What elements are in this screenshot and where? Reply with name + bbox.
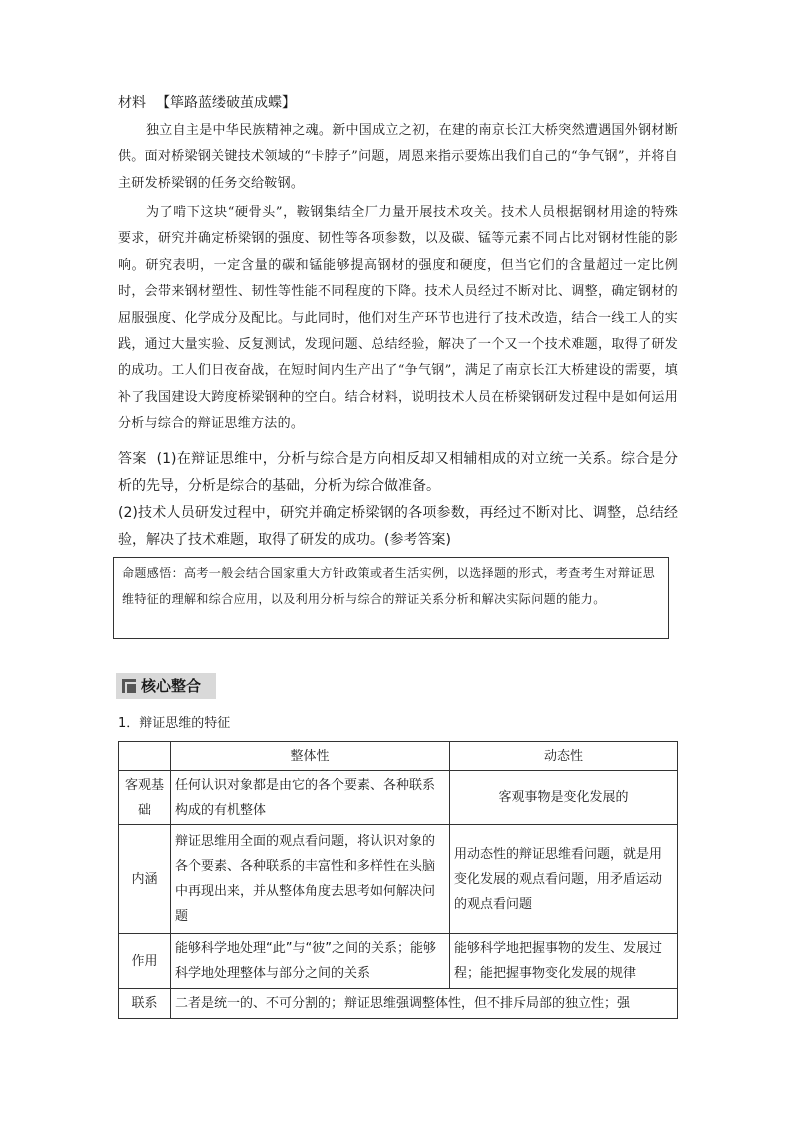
material-paragraph-2: 为了啃下这块“硬骨头”，鞍钢集结全厂力量开展技术攻关。技术人员根据钢材用途的特殊要求，研究并确定桥梁钢的强度、韧性等各项参数，以及碳、锰等元素不同占比对钢材性能的影响。研究表明，一定含量的碳和锰能够提高钢材的强度和硬度，但当它们的含量超过一定比例时，会带来钢材塑性、韧性等性能不同程度的下降。技术人员经过不断对比、调整，确定钢材的屈服强度、化学成分及配比。与此同时，他们对生产环节也进行了技术改造，结合一线工人的实践，通过大量实验、反复测试，发现问题、总结经验，解决了一个又一个技术难题，取得了研发的成功。工人们日夜奋战，在短时间内生产出了“争气钢”，满足了南京长江大桥建设的需要，填补了我国建设大跨度桥梁钢种的空白。结合材料，说明技术人员在桥梁钢研发过程中是如何运用分析与综合的辩证思维方法的。 bbox=[118, 205, 678, 432]
answer-part-1-text: (1)在辩证思维中，分析与综合是方向相反却又相辅相成的对立统一关系。综合是分析的先导，分析是综合的基础，分析为综合做准备。 bbox=[118, 451, 678, 494]
answer-label: 答案 bbox=[118, 451, 147, 467]
row-label: 作用 bbox=[119, 934, 171, 989]
section-title: 核心整合 bbox=[141, 677, 202, 695]
table-cell: 客观事物是变化发展的 bbox=[450, 771, 678, 825]
table-cell: 能够科学地把握事物的发生、发展过程；能把握事物变化发展的规律 bbox=[450, 934, 678, 989]
table-header-cell bbox=[119, 742, 171, 771]
material-paragraph-1: 独立自主是中华民族精神之魂。新中国成立之初，在建的南京长江大桥突然遭遇国外钢材断供。面对桥梁钢关键技术领域的“卡脖子”问题，周恩来指示要炼出我们自己的“争气钢”，并将自主研发桥梁钢的任务交给鞍钢。 bbox=[118, 123, 679, 191]
table-cell: 用动态性的辩证思维看问题，就是用变化发展的观点看问题，用矛盾运动的观点看问题 bbox=[450, 825, 678, 934]
section-marker-icon bbox=[122, 679, 136, 693]
table-header-cell: 整体性 bbox=[171, 742, 450, 771]
row-label: 客观基础 bbox=[119, 771, 171, 825]
material-tag: 【筚路蓝缕破茧成蝶】 bbox=[156, 95, 296, 111]
section-header bbox=[116, 673, 216, 699]
answer-part-2: (2)技术人员研发过程中，研究并确定桥梁钢的各项参数，再经过不断对比、调整，总结经验，解决了技术难题，取得了研发的成功。(参考答案) bbox=[118, 505, 678, 548]
table-row bbox=[119, 989, 678, 1019]
table-row bbox=[119, 771, 678, 825]
subheading: 1．辩证思维的特征 bbox=[118, 716, 231, 731]
table-header-row bbox=[119, 742, 678, 771]
features-table bbox=[118, 741, 678, 1019]
table-cell: 任何认识对象都是由它的各个要素、各种联系构成的有机整体 bbox=[171, 771, 450, 825]
table-row bbox=[119, 825, 678, 934]
table-header-cell: 动态性 bbox=[450, 742, 678, 771]
row-label: 内涵 bbox=[119, 825, 171, 934]
note-box: 命题感悟：高考一般会结合国家重大方针政策或者生活实例，以选择题的形式，考查考生对辩证思维特征的理解和综合应用，以及利用分析与综合的辩证关系分析和解决实际问题的能力。 bbox=[113, 557, 669, 639]
table-row bbox=[119, 934, 678, 989]
table-cell: 二者是统一的、不可分割的；辩证思维强调整体性，但不排斥局部的独立性；强 bbox=[171, 989, 678, 1019]
row-label: 联系 bbox=[119, 989, 171, 1019]
table-cell: 能够科学地处理“此”与“彼”之间的关系；能够科学地处理整体与部分之间的关系 bbox=[171, 934, 450, 989]
material-label: 材料 bbox=[118, 95, 146, 111]
answer-part-1 bbox=[118, 446, 678, 499]
material-heading bbox=[118, 92, 296, 114]
table-cell: 辩证思维用全面的观点看问题，将认识对象的各个要素、各种联系的丰富性和多样性在头脑中再现出来，并从整体角度去思考如何解决问题 bbox=[171, 825, 450, 934]
